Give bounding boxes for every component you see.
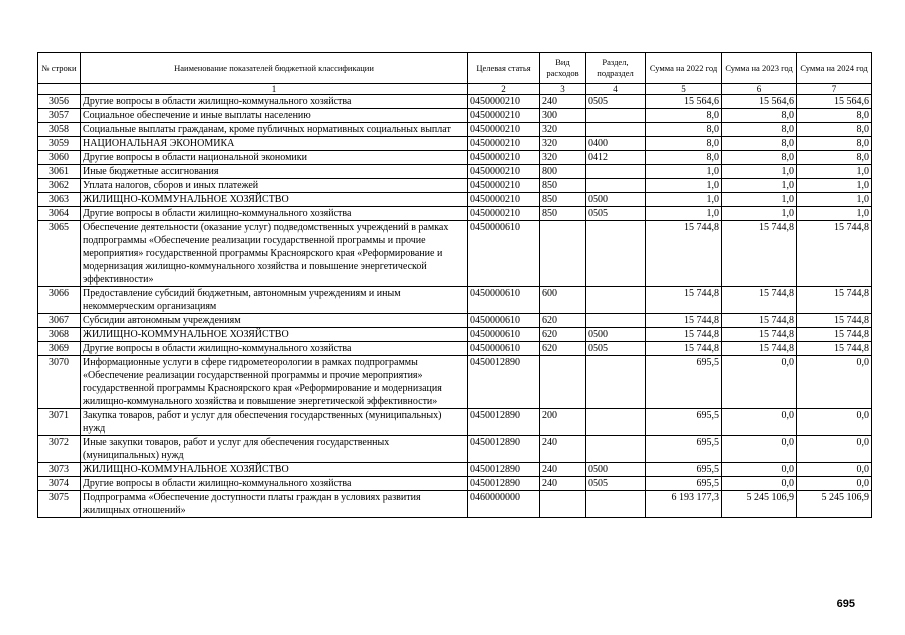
table-row (38, 328, 872, 342)
sum-2023: 0,0 (722, 409, 797, 436)
header-section: Раздел, подраздел (586, 53, 646, 84)
column-number-row (38, 84, 872, 95)
target-article: 0450012890 (468, 477, 540, 491)
row-number: 3060 (38, 151, 81, 165)
section-code (586, 109, 646, 123)
section-code (586, 491, 646, 518)
target-article: 0450012890 (468, 463, 540, 477)
table-row (38, 109, 872, 123)
sum-2022: 695,5 (646, 477, 722, 491)
indicator-name: Иные закупки товаров, работ и услуг для обеспечения государственных (муниципальных) нужд (81, 436, 468, 463)
table-row (38, 151, 872, 165)
section-code: 0412 (586, 151, 646, 165)
sum-2024: 1,0 (797, 207, 872, 221)
sum-2023: 0,0 (722, 463, 797, 477)
target-article: 0450000210 (468, 207, 540, 221)
section-code (586, 356, 646, 409)
sum-2022: 15 744,8 (646, 287, 722, 314)
row-number: 3066 (38, 287, 81, 314)
sum-2024: 0,0 (797, 409, 872, 436)
sum-2023: 1,0 (722, 193, 797, 207)
sum-2024: 15 744,8 (797, 342, 872, 356)
sum-2024: 8,0 (797, 109, 872, 123)
expense-type: 600 (540, 287, 586, 314)
section-code: 0500 (586, 463, 646, 477)
expense-type: 800 (540, 165, 586, 179)
header-target: Целевая статья (468, 53, 540, 84)
sum-2024: 8,0 (797, 151, 872, 165)
target-article: 0450000210 (468, 137, 540, 151)
sum-2022: 695,5 (646, 463, 722, 477)
expense-type: 240 (540, 463, 586, 477)
expense-type: 300 (540, 109, 586, 123)
indicator-name: Обеспечение деятельности (оказание услуг) подведомственных учреждений в рамках подпрограммы «Обеспечение реализации государственной программы и прочие мероприятия» государственной программы Красноярского края «Реформирование и модернизация жилищно-коммунального хозяйства и повышение энергетической эффективности» (81, 221, 468, 287)
sum-2024: 0,0 (797, 356, 872, 409)
column-number: 7 (797, 84, 872, 95)
table-row (38, 95, 872, 109)
row-number: 3065 (38, 221, 81, 287)
table-row (38, 491, 872, 518)
indicator-name: Иные бюджетные ассигнования (81, 165, 468, 179)
row-number: 3064 (38, 207, 81, 221)
sum-2023: 1,0 (722, 165, 797, 179)
row-number: 3069 (38, 342, 81, 356)
sum-2024: 0,0 (797, 477, 872, 491)
sum-2024: 8,0 (797, 123, 872, 137)
column-number: 4 (586, 84, 646, 95)
sum-2024: 1,0 (797, 193, 872, 207)
table-row (38, 137, 872, 151)
header-name: Наименование показателей бюджетной классификации (81, 53, 468, 84)
table-row (38, 477, 872, 491)
indicator-name: Предоставление субсидий бюджетным, автономным учреждениям и иным некоммерческим организациям (81, 287, 468, 314)
table-row (38, 221, 872, 287)
expense-type: 200 (540, 409, 586, 436)
column-number: 3 (540, 84, 586, 95)
sum-2024: 8,0 (797, 137, 872, 151)
table-row (38, 207, 872, 221)
section-code: 0505 (586, 477, 646, 491)
sum-2023: 1,0 (722, 207, 797, 221)
expense-type: 240 (540, 436, 586, 463)
sum-2023: 8,0 (722, 137, 797, 151)
sum-2023: 15 744,8 (722, 287, 797, 314)
section-code (586, 179, 646, 193)
sum-2023: 15 744,8 (722, 314, 797, 328)
expense-type (540, 356, 586, 409)
section-code: 0400 (586, 137, 646, 151)
sum-2023: 8,0 (722, 151, 797, 165)
budget-table (37, 52, 872, 518)
row-number: 3073 (38, 463, 81, 477)
sum-2022: 8,0 (646, 123, 722, 137)
expense-type: 850 (540, 193, 586, 207)
indicator-name: ЖИЛИЩНО-КОММУНАЛЬНОЕ ХОЗЯЙСТВО (81, 463, 468, 477)
row-number: 3062 (38, 179, 81, 193)
section-code (586, 436, 646, 463)
header-expense-type: Вид расходов (540, 53, 586, 84)
sum-2024: 15 744,8 (797, 328, 872, 342)
table-row (38, 463, 872, 477)
section-code (586, 409, 646, 436)
indicator-name: Информационные услуги в сфере гидрометеорологии в рамках подпрограммы «Обеспечение реализации государственной программы и прочие мероприятия» государственной программы Красноярского края «Реформирование и модернизация жилищно-коммунального хозяйства и повышение энергетической эффективности» (81, 356, 468, 409)
target-article: 0450012890 (468, 356, 540, 409)
sum-2024: 15 744,8 (797, 221, 872, 287)
expense-type: 240 (540, 95, 586, 109)
sum-2022: 695,5 (646, 409, 722, 436)
sum-2022: 15 744,8 (646, 221, 722, 287)
header-sum-2024: Сумма на 2024 год (797, 53, 872, 84)
header-sum-2022: Сумма на 2022 год (646, 53, 722, 84)
indicator-name: Социальные выплаты гражданам, кроме публичных нормативных социальных выплат (81, 123, 468, 137)
target-article: 0460000000 (468, 491, 540, 518)
target-article: 0450000210 (468, 151, 540, 165)
target-article: 0450012890 (468, 436, 540, 463)
target-article: 0450000610 (468, 342, 540, 356)
table-row (38, 123, 872, 137)
target-article: 0450000210 (468, 123, 540, 137)
column-number: 1 (81, 84, 468, 95)
section-code: 0505 (586, 95, 646, 109)
sum-2024: 5 245 106,9 (797, 491, 872, 518)
table-body (38, 84, 872, 518)
section-code (586, 123, 646, 137)
table-row (38, 287, 872, 314)
table-row (38, 165, 872, 179)
sum-2022: 1,0 (646, 193, 722, 207)
target-article: 0450000210 (468, 179, 540, 193)
table-row (38, 179, 872, 193)
row-number: 3059 (38, 137, 81, 151)
indicator-name: Закупка товаров, работ и услуг для обеспечения государственных (муниципальных) нужд (81, 409, 468, 436)
indicator-name: Другие вопросы в области национальной экономики (81, 151, 468, 165)
expense-type (540, 491, 586, 518)
row-number: 3071 (38, 409, 81, 436)
expense-type (540, 221, 586, 287)
expense-type: 620 (540, 328, 586, 342)
sum-2024: 1,0 (797, 165, 872, 179)
sum-2024: 0,0 (797, 436, 872, 463)
row-number: 3070 (38, 356, 81, 409)
section-code: 0500 (586, 328, 646, 342)
indicator-name: НАЦИОНАЛЬНАЯ ЭКОНОМИКА (81, 137, 468, 151)
section-code: 0505 (586, 207, 646, 221)
indicator-name: Субсидии автономным учреждениям (81, 314, 468, 328)
sum-2024: 15 564,6 (797, 95, 872, 109)
sum-2023: 8,0 (722, 109, 797, 123)
expense-type: 850 (540, 179, 586, 193)
sum-2023: 1,0 (722, 179, 797, 193)
section-code (586, 221, 646, 287)
table-row (38, 356, 872, 409)
sum-2024: 1,0 (797, 179, 872, 193)
target-article: 0450000210 (468, 109, 540, 123)
row-number: 3075 (38, 491, 81, 518)
expense-type: 320 (540, 137, 586, 151)
row-number: 3063 (38, 193, 81, 207)
indicator-name: Подпрограмма «Обеспечение доступности платы граждан в условиях развития жилищных отношений» (81, 491, 468, 518)
section-code (586, 287, 646, 314)
target-article: 0450000610 (468, 221, 540, 287)
row-number: 3072 (38, 436, 81, 463)
sum-2023: 15 744,8 (722, 328, 797, 342)
sum-2023: 0,0 (722, 356, 797, 409)
sum-2022: 695,5 (646, 436, 722, 463)
sum-2022: 15 744,8 (646, 328, 722, 342)
column-number: 5 (646, 84, 722, 95)
table-row (38, 314, 872, 328)
sum-2023: 15 744,8 (722, 342, 797, 356)
expense-type: 320 (540, 123, 586, 137)
expense-type: 320 (540, 151, 586, 165)
table-row (38, 193, 872, 207)
section-code (586, 314, 646, 328)
sum-2023: 15 744,8 (722, 221, 797, 287)
sum-2024: 15 744,8 (797, 314, 872, 328)
sum-2022: 1,0 (646, 165, 722, 179)
sum-2022: 1,0 (646, 207, 722, 221)
table-row (38, 342, 872, 356)
target-article: 0450000610 (468, 314, 540, 328)
indicator-name: Социальное обеспечение и иные выплаты населению (81, 109, 468, 123)
sum-2022: 15 744,8 (646, 314, 722, 328)
column-number (38, 84, 81, 95)
header-sum-2023: Сумма на 2023 год (722, 53, 797, 84)
sum-2022: 8,0 (646, 137, 722, 151)
section-code: 0500 (586, 193, 646, 207)
row-number: 3056 (38, 95, 81, 109)
sum-2022: 15 564,6 (646, 95, 722, 109)
sum-2023: 0,0 (722, 477, 797, 491)
column-number: 2 (468, 84, 540, 95)
target-article: 0450000210 (468, 95, 540, 109)
sum-2022: 1,0 (646, 179, 722, 193)
row-number: 3061 (38, 165, 81, 179)
sum-2024: 0,0 (797, 463, 872, 477)
indicator-name: Другие вопросы в области жилищно-коммунального хозяйства (81, 477, 468, 491)
indicator-name: ЖИЛИЩНО-КОММУНАЛЬНОЕ ХОЗЯЙСТВО (81, 328, 468, 342)
expense-type: 850 (540, 207, 586, 221)
sum-2022: 695,5 (646, 356, 722, 409)
row-number: 3067 (38, 314, 81, 328)
target-article: 0450000210 (468, 165, 540, 179)
sum-2022: 15 744,8 (646, 342, 722, 356)
target-article: 0450000610 (468, 328, 540, 342)
sum-2024: 15 744,8 (797, 287, 872, 314)
row-number: 3058 (38, 123, 81, 137)
indicator-name: Уплата налогов, сборов и иных платежей (81, 179, 468, 193)
target-article: 0450012890 (468, 409, 540, 436)
indicator-name: ЖИЛИЩНО-КОММУНАЛЬНОЕ ХОЗЯЙСТВО (81, 193, 468, 207)
page-number: 695 (836, 598, 855, 610)
sum-2023: 15 564,6 (722, 95, 797, 109)
sum-2023: 8,0 (722, 123, 797, 137)
table-row (38, 409, 872, 436)
section-code: 0505 (586, 342, 646, 356)
row-number: 3057 (38, 109, 81, 123)
row-number: 3068 (38, 328, 81, 342)
row-number: 3074 (38, 477, 81, 491)
table-header-row (38, 53, 872, 84)
indicator-name: Другие вопросы в области жилищно-коммунального хозяйства (81, 95, 468, 109)
sum-2022: 6 193 177,3 (646, 491, 722, 518)
table-row (38, 436, 872, 463)
section-code (586, 165, 646, 179)
indicator-name: Другие вопросы в области жилищно-коммунального хозяйства (81, 342, 468, 356)
header-row-no: № строки (38, 53, 81, 84)
sum-2022: 8,0 (646, 109, 722, 123)
indicator-name: Другие вопросы в области жилищно-коммунального хозяйства (81, 207, 468, 221)
sum-2023: 0,0 (722, 436, 797, 463)
sum-2023: 5 245 106,9 (722, 491, 797, 518)
expense-type: 240 (540, 477, 586, 491)
target-article: 0450000610 (468, 287, 540, 314)
sum-2022: 8,0 (646, 151, 722, 165)
expense-type: 620 (540, 314, 586, 328)
expense-type: 620 (540, 342, 586, 356)
target-article: 0450000210 (468, 193, 540, 207)
column-number: 6 (722, 84, 797, 95)
